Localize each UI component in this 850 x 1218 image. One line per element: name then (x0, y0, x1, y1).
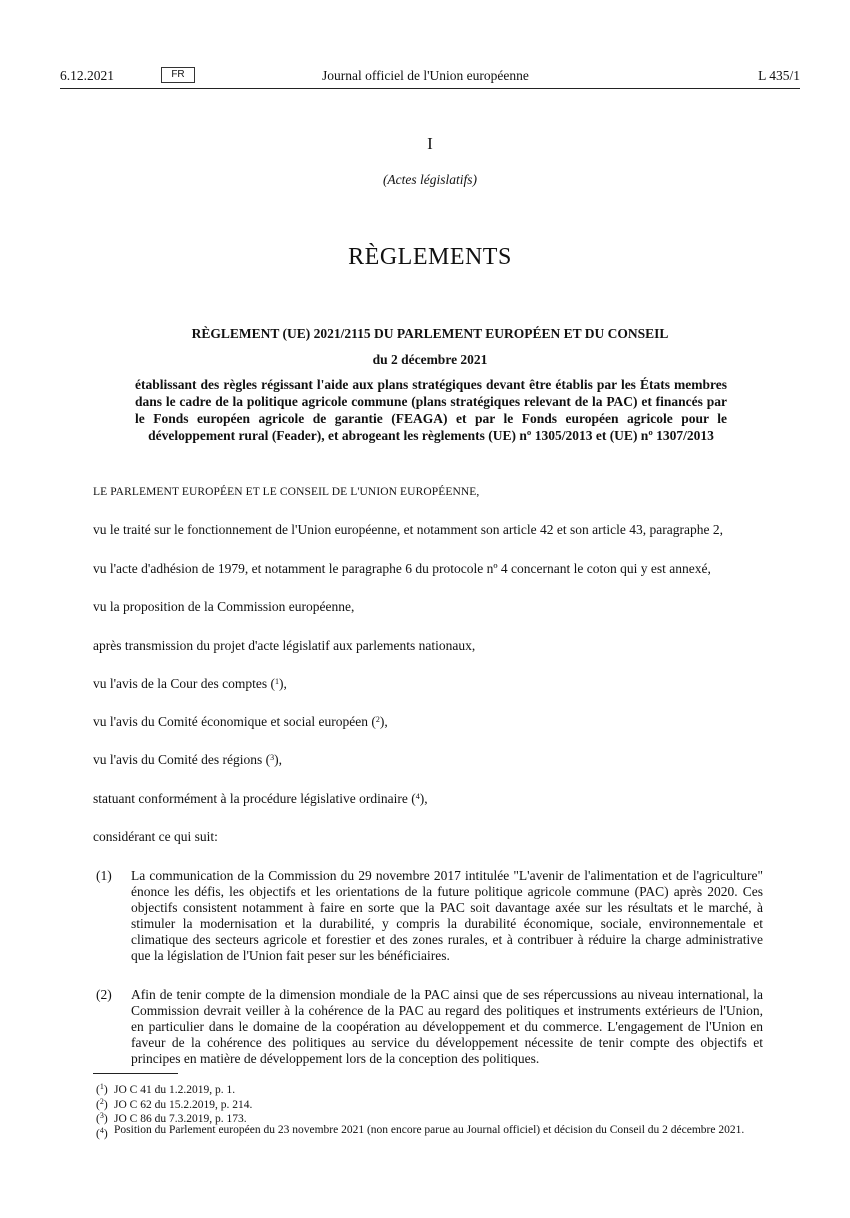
section-subtitle: (Actes législatifs) (382, 172, 478, 187)
citation: vu l'avis du Comité des régions ($^3$), (93, 752, 283, 767)
footnote-ref[interactable]: 3 (270, 753, 275, 762)
regulation-description: établissant des règles régissant l'aide aux plans stratégiques devant être établis par les États membres dans le cadre de la politique agricole commune (plans stratégiques relevant de la PAC) et financés par le Fonds européen agricole de garantie (FEAGA) et par le Fonds européen agricole pour le développement rural (Feader), et abrogeant les règlements (UE) nº 1305/2013 et (UE) nº 1307/2013 (135, 377, 727, 443)
citation: vu l'avis du Comité économique et social européen ($^2$), (93, 714, 388, 729)
header-divider (60, 88, 800, 89)
footnote-text: JO C 62 du 15.2.2019, p. 214. (114, 1099, 253, 1111)
footnote: ($^4$) Position du Parlement européen du 23 novembre 2021 (non encore parue au Journal officiel) et décision du Conseil du 2 décembre 2021. (96, 1123, 763, 1138)
footnote-number: 4 (99, 1126, 104, 1135)
citation-text: vu le traité sur le fonctionnement de l'Union européenne, et notamment son article 42 et son article 43, paragraphe 2, (93, 522, 723, 537)
citation-text: après transmission du projet d'acte législatif aux parlements nationaux, (93, 638, 476, 653)
section-number: I (427, 134, 433, 153)
citation-text: considérant ce qui suit: (93, 829, 218, 844)
citation (93, 561, 711, 577)
footnote-ref[interactable]: 2 (375, 715, 380, 724)
language-badge: FR (161, 67, 195, 83)
recital-text: La communication de la Commission du 29 novembre 2017 intitulée "L'avenir de l'alimentation et de l'agriculture" énonce les défis, les objectifs et les orientations de la future politique agricole commune (PAC) après 2020. Ces objectifs consistent notamment à faire en sorte que la PAC soit davantage axée sur les résultats et le marché, à stimuler la modernisation et la durabilité, y compris la durabilité économique, sociale, environnementale et climatique des secteurs agricole et forestier et des zones rurales, et à contribuer à réduire la charge administrative que la législation de l'Union fait peser sur les bénéficiaires. (131, 868, 763, 963)
footnote-text: JO C 86 du 7.3.2019, p. 173. (114, 1113, 247, 1125)
footnote-divider (93, 1073, 178, 1074)
citation-text: statuant conformément à la procédure législative ordinaire (93, 791, 408, 806)
recital-text: Afin de tenir compte de la dimension mondiale de la PAC ainsi que de ses répercussions au niveau international, la Commission devrait veiller à la cohérence de la PAC au regard des politiques et instruments extérieurs de l'Union, en particulier dans le domaine de la coopération au développement et du commerce. L'engagement de l'Union en faveur de la cohérence des politiques au service du développement nécessite de tenir compte des objectifs et principes en matière de développement lors de la conception des politiques. (131, 987, 763, 1066)
citation (93, 638, 475, 654)
footnote-text: JO C 41 du 1.2.2019, p. 1. (114, 1084, 236, 1096)
recital-number: (1) (96, 868, 112, 883)
citation-tail: , (283, 676, 287, 691)
citation (93, 599, 354, 615)
citation-text: vu l'avis de la Cour des comptes (93, 676, 268, 691)
citation (93, 829, 218, 845)
footnote-number: 2 (99, 1097, 104, 1106)
citation-text: vu la proposition de la Commission européenne, (93, 599, 355, 614)
footnote-number: 1 (99, 1082, 104, 1091)
footnote-ref[interactable]: 4 (415, 792, 420, 801)
footnote-text: Position du Parlement européen du 23 novembre 2021 (non encore parue au Journal officiel) et décision du Conseil du 2 décembre 2021. (114, 1124, 745, 1136)
citation (93, 522, 723, 538)
citation-text: vu l'avis du Comité des régions (93, 752, 263, 767)
regulation-date: du 2 décembre 2021 (372, 352, 488, 367)
footnote: ($^2$) JO C 62 du 15.2.2019, p. 214. (96, 1097, 253, 1111)
recital-number: (2) (96, 987, 112, 1002)
footnote: ($^1$) JO C 41 du 1.2.2019, p. 1. (96, 1082, 236, 1096)
citation-text: vu l'acte d'adhésion de 1979, et notamment le paragraphe 6 du protocole nº 4 concernant le coton qui y est annexé, (93, 561, 711, 576)
regulation-title: RÈGLEMENT (UE) 2021/2115 DU PARLEMENT EUROPÉEN ET DU CONSEIL (191, 326, 669, 341)
page-reference: L 435/1 (758, 68, 800, 83)
section-heading: RÈGLEMENTS (348, 244, 512, 270)
journal-title: Journal officiel de l'Union européenne (322, 68, 529, 83)
citation: vu l'avis de la Cour des comptes ($^1$), (93, 676, 287, 691)
citation: statuant conformément à la procédure législative ordinaire ($^4$), (93, 791, 428, 806)
footnote: ($^3$) JO C 86 du 7.3.2019, p. 173. (96, 1111, 247, 1125)
citation-tail: , (278, 752, 283, 767)
citation-tail: , (384, 714, 388, 729)
footnote-ref[interactable]: 1 (275, 677, 280, 686)
citation-tail: , (424, 791, 428, 806)
citation-text: vu l'avis du Comité économique et social européen (93, 714, 368, 729)
preamble-intro: LE PARLEMENT EUROPÉEN ET LE CONSEIL DE L'UNION EUROPÉENNE, (93, 486, 480, 498)
publication-date: 6.12.2021 (60, 68, 114, 83)
footnote-number: 3 (99, 1111, 104, 1120)
